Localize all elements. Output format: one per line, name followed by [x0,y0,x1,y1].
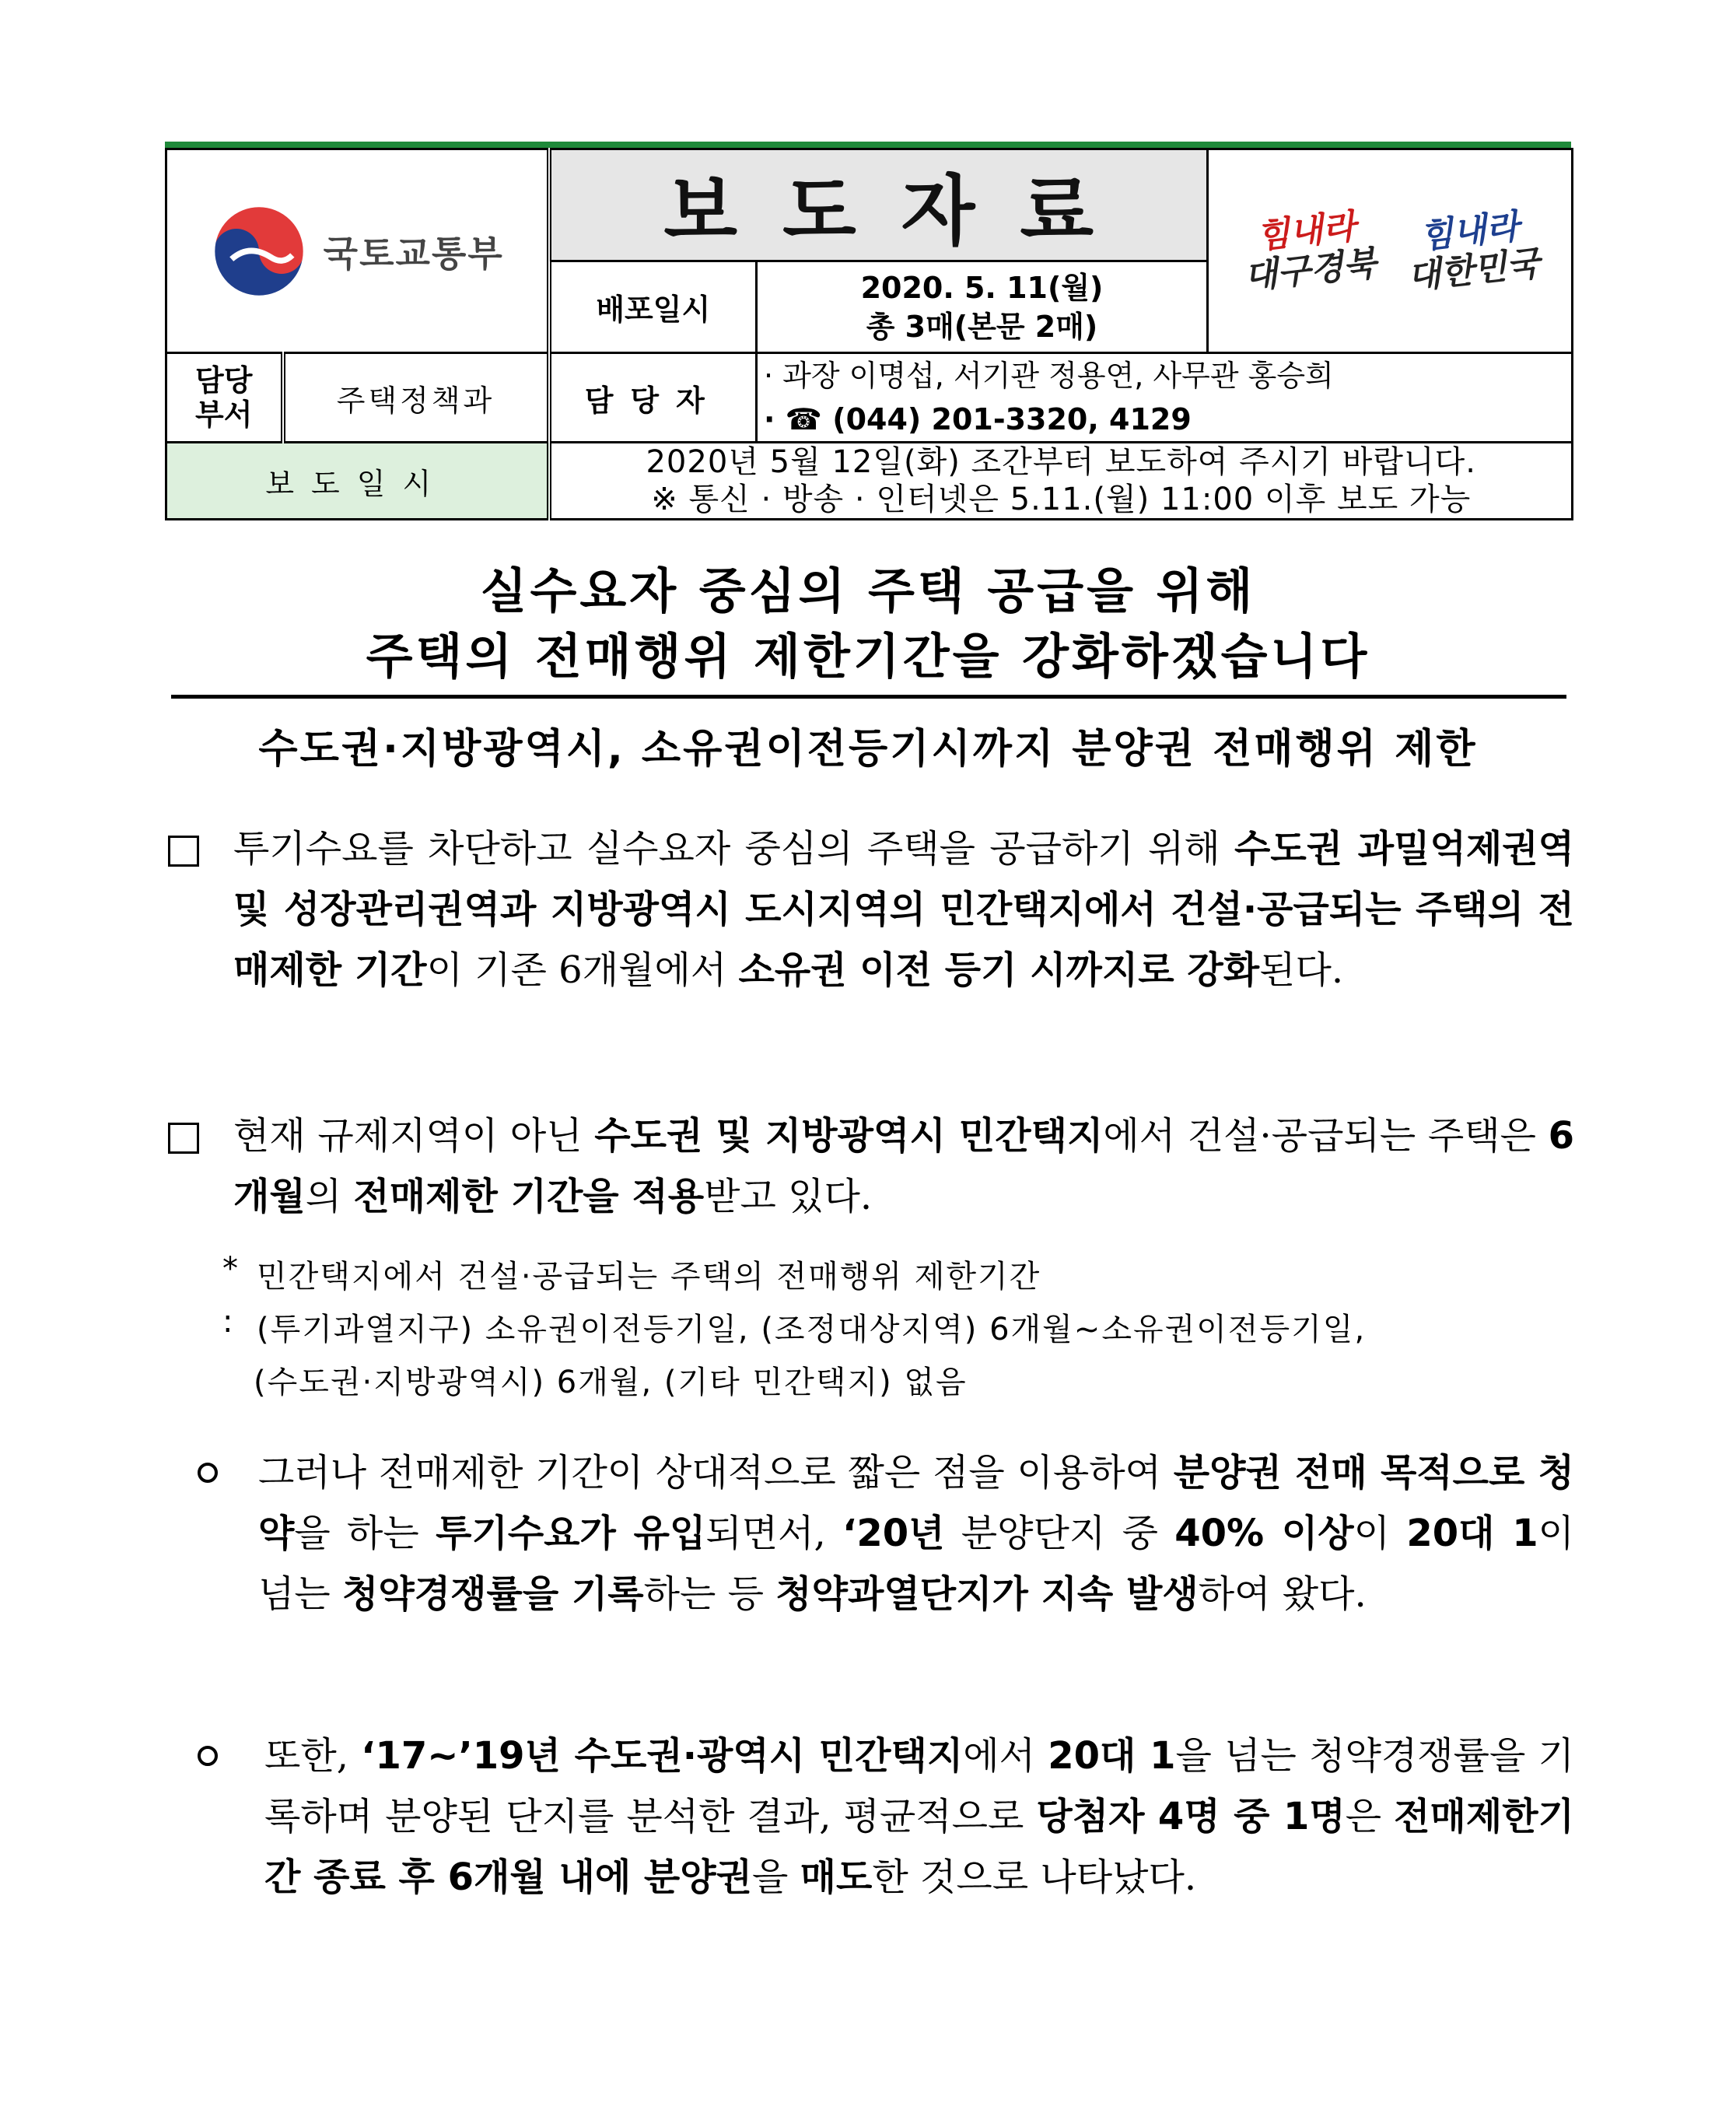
subheadline: 수도권·지방광역시, 소유권이전등기시까지 분양권 전매행위 제한 [258,726,1478,773]
contact-phone: · ☎ (044) 201-3320, 4129 [764,402,1192,436]
release-time-value: 2020년 5월 12일(화) 조간부터 보도하여 주시기 바랍니다. ※ 통신 · 방송 · 인터넷은 5.11.(월) 11:00 이후 보도 가능 [549,443,1573,520]
square-bullet-1 [168,836,199,867]
title-cell [549,149,1208,261]
note-line-2: (투기과열지구) 소유권이전등기일, (조정대상지역) 6개월~소유권이전등기일, [257,1312,1367,1347]
note-line-3: (수도권·지방광역시) 6개월, (기타 민간택지) 없음 [254,1365,968,1400]
contact-persons: · 과장 이명섭, 서기관 정용연, 사무관 홍승희 [764,359,1334,393]
note-title: 민간택지에서 건설·공급되는 주택의 전매행위 제한기간 [257,1259,1041,1295]
logo-cell [166,149,549,353]
press-header [165,142,1571,517]
contact-info [757,353,1573,443]
government-emblem-icon [210,202,308,300]
headline [165,559,1571,689]
contact-label: 담당자 [549,353,757,443]
circle-bullet-1 [198,1463,218,1483]
distribution-date-label: 배포일시 [549,261,757,353]
headline-line-1: 실수요자 중심의 주택 공급을 위해 [480,562,1256,619]
slogan-cell [1208,149,1573,353]
headline-line-2: 주택의 전매행위 제한기간을 강화하겠습니다 [366,628,1370,685]
header-top-bar [165,142,1571,148]
slogan-korea: 힘내라 대한민국 [1405,206,1542,297]
dept-label: 담당 부서 [166,353,283,443]
circle-bullet-2 [198,1746,218,1766]
paragraph-4: 또한, ‘17~’19년 수도권·광역시 민간택지에서 20대 1을 넘는 청약경쟁률을 기록하며 분양된 단지를 분석한 결과, 평균적으로 당첨자 4명 중 1명은 전매제한기간 종료 후 6개월 내에 분양권을 매도한 것으로 나타났다. [264,1734,1574,1899]
paragraph-1: 투기수요를 차단하고 실수요자 중심의 주택을 공급하기 위해 수도권 과밀억제권역 및 성장관리권역과 지방광역시 도시지역의 민간택지에서 건설·공급되는 주택의 전매제한 기간이 기존 6개월에서 소유권 이전 등기 시까지로 강화된다. [233,827,1574,992]
headline-divider [171,695,1566,699]
note-colon: : [222,1304,233,1340]
dept-name: 주택정책과 [283,353,549,443]
square-bullet-2 [168,1123,199,1154]
ministry-name: 국토교통부 [323,232,504,275]
press-release-title: 보도자료 [663,167,1139,256]
distribution-date-value: 2020. 5. 11(월) 총 3매(본문 2매) [757,261,1208,353]
release-time-label: 보도일시 [166,443,549,520]
paragraph-3: 그러나 전매제한 기간이 상대적으로 짧은 점을 이용하여 분양권 전매 목적으로 청약을 하는 투기수요가 유입되면서, ‘20년 분양단지 중 40% 이상이 20대 1이 넘는 청약경쟁률을 기록하는 등 청약과열단지가 지속 발생하여 왔다. [258,1451,1575,1616]
paragraph-2: 현재 규제지역이 아닌 수도권 및 지방광역시 민간택지에서 건설·공급되는 주택은 6개월의 전매제한 기간을 적용받고 있다. [233,1114,1574,1218]
header-table [165,148,1573,520]
slogan-daegu: 힘내라 대구경북 [1242,206,1378,297]
note-asterisk: * [222,1251,238,1287]
